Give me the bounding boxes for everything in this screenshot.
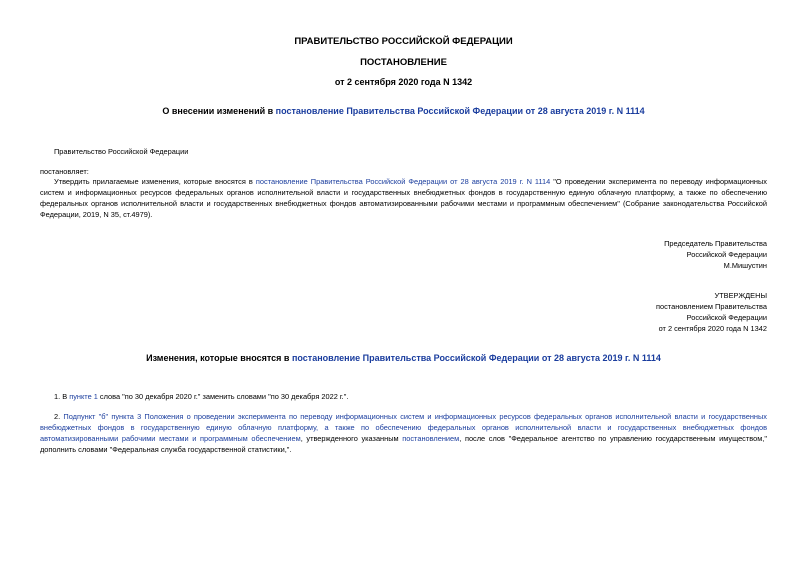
document-title-prefix: О внесении изменений в: [162, 106, 276, 116]
decrees-line: постановляет:: [40, 167, 89, 176]
document-title: [0, 106, 807, 116]
change-item-2-suffix: , после слов "Федеральное агентство по управлению государственным имуществом," дополнить словами "Федеральная служба государственной статистики,".: [40, 434, 767, 454]
paragraph-approve-suffix: "О проведении эксперимента по переводу информационных систем и информационных ресурсов федеральных органов исполнительной власти и государственных внебюджетных фондов в государственную единую облачную платформу, а также по обеспечению федеральных органов исполнительной власти и государственных внебюджетных фондов автоматизированными рабочими местами и программным обеспечением" (Собрание законодательства Российской Федерации, 2019, N 35, ст.4979).: [40, 177, 767, 219]
change-item-1: [40, 391, 767, 402]
changes-title-prefix: Изменения, которые вносятся в: [146, 353, 292, 363]
changes-title: [0, 353, 807, 363]
government-line: Правительство Российской Федерации: [54, 147, 189, 156]
changes-title-link[interactable]: постановление Правительства Российской Федерации от 28 августа 2019 г. N 1114: [291, 353, 661, 363]
change-item-2: [40, 411, 767, 455]
approval-line-4: от 2 сентября 2020 года N 1342: [658, 324, 767, 333]
change-item-2-link-2[interactable]: постановлением: [402, 434, 460, 443]
approval-block: [567, 290, 767, 334]
change-item-2-prefix: 2.: [54, 412, 64, 421]
approval-line-3: Российской Федерации: [686, 313, 767, 322]
government-heading: ПРАВИТЕЛЬСТВО РОССИЙСКОЙ ФЕДЕРАЦИИ: [294, 36, 513, 47]
paragraph-approve-prefix: Утвердить прилагаемые изменения, которые вносятся в: [54, 177, 256, 186]
change-item-2-link[interactable]: Подпункт "б" пункта 3 Положения о проведении эксперимента по переводу информационных систем и информационных ресурсов федеральных органов исполнительной власти и государственных внебюджетных фондов в государственную единую облачную платформу, а также по обеспечению федеральных органов исполнительной власти и государственных внебюджетных фондов автоматизированными рабочими местами и программным обеспечением: [40, 412, 767, 443]
approval-heading: УТВЕРЖДЕНЫ: [714, 291, 767, 300]
change-item-1-suffix: слова "по 30 декабря 2020 г." заменить словами "по 30 декабря 2022 г.".: [97, 392, 349, 401]
paragraph-approve: [40, 176, 767, 220]
signature-country: Российской Федерации: [686, 250, 767, 259]
paragraph-approve-link[interactable]: постановление Правительства Российской Федерации от 28 августа 2019 г. N 1114: [255, 177, 551, 186]
approval-line-2: постановлением Правительства: [656, 302, 767, 311]
signature-name: М.Мишустин: [723, 261, 767, 270]
document-title-link[interactable]: постановление Правительства Российской Федерации от 28 августа 2019 г. N 1114: [275, 106, 645, 116]
document-date-number: от 2 сентября 2020 года N 1342: [334, 77, 473, 87]
signature-position: Председатель Правительства: [664, 239, 767, 248]
document-type-heading: ПОСТАНОВЛЕНИЕ: [360, 57, 447, 68]
change-item-1-prefix: 1. В: [54, 392, 70, 401]
change-item-2-middle: , утвержденного указанным: [300, 434, 403, 443]
signature-block: [567, 238, 767, 271]
change-item-1-link[interactable]: пункте 1: [69, 392, 98, 401]
